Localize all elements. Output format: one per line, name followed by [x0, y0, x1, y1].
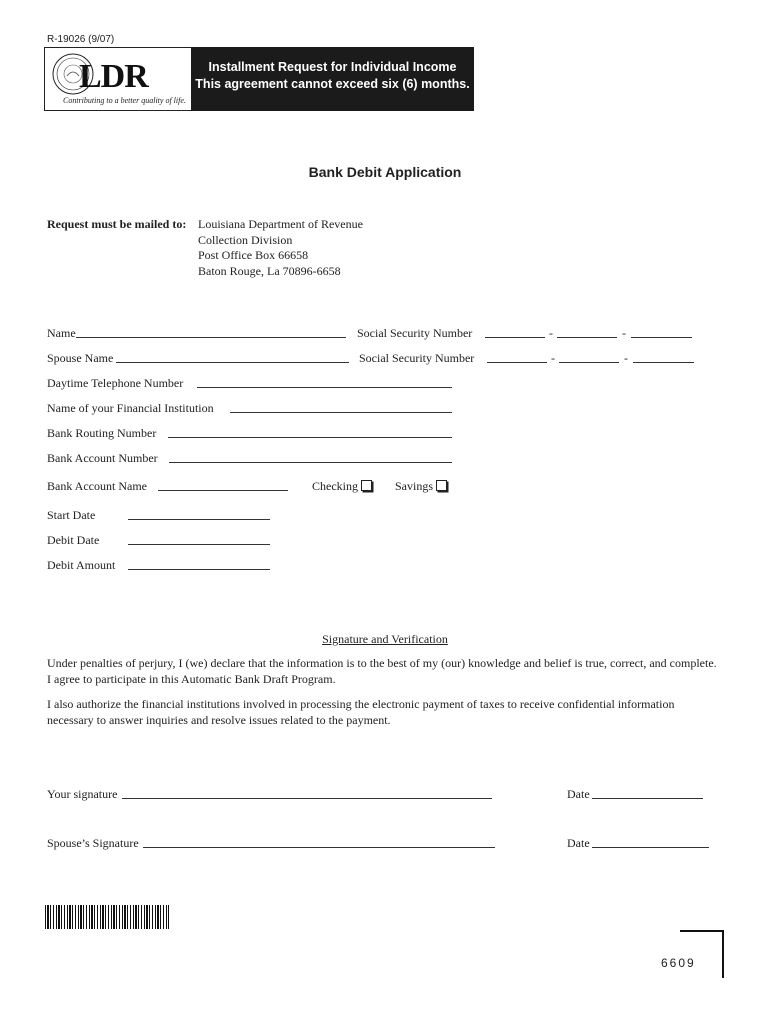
- your-signature-field[interactable]: [122, 798, 492, 799]
- debit-amount-field[interactable]: [128, 569, 270, 570]
- institution-field[interactable]: [230, 412, 452, 413]
- routing-field[interactable]: [168, 437, 452, 438]
- name-label: Name: [47, 326, 76, 340]
- ssn-field-part1[interactable]: [485, 337, 545, 338]
- footer-code: 6609: [661, 956, 696, 970]
- banner-line2: This agreement cannot exceed six (6) months.: [195, 77, 470, 91]
- checking-checkbox[interactable]: [361, 480, 372, 491]
- spouse-signature-field[interactable]: [143, 847, 495, 848]
- address-line: Baton Rouge, La 70896-6658: [198, 263, 341, 278]
- start-date-field[interactable]: [128, 519, 270, 520]
- ssn-label: Social Security Number: [357, 326, 473, 340]
- spouse-name-field[interactable]: [116, 362, 349, 363]
- page-title: Bank Debit Application: [308, 164, 462, 180]
- address-line: Collection Division: [198, 232, 293, 247]
- barcode-icon: [45, 905, 169, 929]
- verification-para2: I also authorize the financial institutions involved in processing the electronic payment of taxes to receive confidential information necessary to answer inquiries and resolve issues related to the payment.: [47, 697, 675, 727]
- institution-label: Name of your Financial Institution: [47, 401, 214, 415]
- ssn-dash: -: [549, 326, 553, 340]
- header-banner: [191, 47, 474, 111]
- date2-label: Date: [567, 836, 590, 850]
- mailing-address: [198, 217, 363, 279]
- spouse-name-label: Spouse Name: [47, 351, 114, 365]
- mailing-label: Request must be mailed to:: [47, 217, 187, 231]
- routing-label: Bank Routing Number: [47, 426, 157, 440]
- debit-amount-label: Debit Amount: [47, 558, 116, 572]
- savings-label: Savings: [395, 479, 434, 493]
- ssn-dash: -: [622, 326, 626, 340]
- savings-checkbox[interactable]: [436, 480, 447, 491]
- form-number: R-19026 (9/07): [47, 34, 115, 45]
- debit-date-field[interactable]: [128, 544, 270, 545]
- logo-tagline: Contributing to a better quality of life.: [63, 96, 186, 105]
- spouse-ssn-field-part3[interactable]: [633, 362, 694, 363]
- spouse-signature-label: Spouse’s Signature: [47, 836, 139, 850]
- spouse-ssn-label: Social Security Number: [359, 351, 475, 365]
- account-number-label: Bank Account Number: [47, 451, 158, 465]
- logo-letters: LDR: [79, 58, 148, 95]
- verification-heading: Signature and Verification: [322, 632, 448, 646]
- banner-line1: Installment Request for Individual Income: [208, 60, 457, 74]
- spouse-ssn-field-part1[interactable]: [487, 362, 547, 363]
- date2-field[interactable]: [592, 847, 709, 848]
- ssn-field-part2[interactable]: [557, 337, 617, 338]
- date1-field[interactable]: [592, 798, 703, 799]
- checking-option[interactable]: [312, 479, 372, 493]
- ssn-dash: -: [624, 351, 628, 365]
- phone-label: Daytime Telephone Number: [47, 376, 184, 390]
- date1-label: Date: [567, 787, 590, 801]
- account-number-field[interactable]: [169, 462, 452, 463]
- debit-date-label: Debit Date: [47, 533, 100, 547]
- address-line: Louisiana Department of Revenue: [198, 217, 363, 231]
- spouse-ssn-field-part2[interactable]: [559, 362, 619, 363]
- ssn-field-part3[interactable]: [631, 337, 692, 338]
- account-name-field[interactable]: [158, 490, 288, 491]
- name-field[interactable]: [76, 337, 346, 338]
- ssn-dash: -: [551, 351, 555, 365]
- logo: [49, 50, 189, 108]
- account-name-label: Bank Account Name: [47, 479, 147, 493]
- verification-para1: Under penalties of perjury, I (we) declare that the information is to the best of my (our) knowledge and belief is true, correct, and complete. I agree to participate in this Automatic Bank Draft Program.: [47, 656, 717, 686]
- corner-mark: [680, 930, 724, 978]
- phone-field[interactable]: [197, 387, 452, 388]
- address-line: Post Office Box 66658: [198, 248, 309, 262]
- your-signature-label: Your signature: [47, 787, 118, 801]
- savings-option[interactable]: [395, 479, 447, 493]
- checking-label: Checking: [312, 479, 358, 493]
- start-date-label: Start Date: [47, 508, 96, 522]
